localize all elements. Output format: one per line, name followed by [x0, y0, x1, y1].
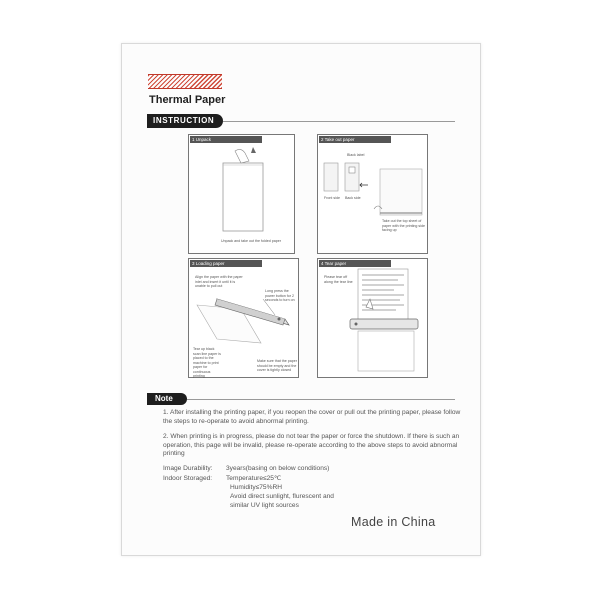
tear-paper-illustration: [318, 259, 427, 377]
storage-label: Indoor Storaged:: [163, 475, 213, 482]
storage-light-line1: Avoid direct sunlight, flurescent and: [230, 493, 334, 500]
step-text-c: Tear up black scan line paper is placed to the machine to print paper for continuous printing: [193, 347, 221, 378]
step-text-b: Long press the power button for 2 seconds to turn on: [265, 289, 295, 302]
made-in-label: Made in China: [351, 515, 436, 529]
panel-label: 2 Take out paper: [319, 136, 391, 143]
storage-humidity: Humidity≤75%RH: [230, 484, 282, 491]
panel-caption: Unpack and take out the folded paper: [221, 239, 281, 243]
divider: [187, 399, 455, 400]
storage-light-line2: similar UV light sources: [230, 502, 299, 509]
step-text-a: Align the paper with the paper inlet and insert it until it is unable to pull out: [195, 275, 243, 288]
thermal-paper-sheet: [121, 43, 481, 556]
panel-take-out-paper: [317, 134, 428, 254]
thermal-paper-stripe-logo: [148, 74, 222, 89]
front-side-text: Front side: [324, 196, 340, 200]
step-text-d: Make sure that the paper should be empty and the cover is tightly closed: [257, 359, 297, 372]
panel-label: 3 Loading paper: [190, 260, 262, 267]
instruction-label: INSTRUCTION: [147, 114, 223, 128]
note-item-2: 2. When printing is in progress, please do not tear the paper or force the shutdown. If there is such an operation, this page will be invalid, please re-operate according to the above steps to avoid abnormal printing: [163, 433, 460, 458]
take-out-paper-illustration: [318, 135, 427, 253]
divider: [223, 121, 455, 122]
panel-tear-paper: [317, 258, 428, 378]
panel-unpack: [188, 134, 295, 254]
storage-temperature: Temperature≤25℃: [226, 475, 282, 482]
panel-label: 1 Unpack: [190, 136, 262, 143]
black-label-text: Black label: [347, 153, 365, 157]
back-side-text: Back side: [345, 196, 361, 200]
panel-loading-paper: [188, 258, 299, 378]
note-label: Note: [147, 393, 187, 405]
panel-label: 4 Tear paper: [319, 260, 391, 267]
durability-label: Image Durability:: [163, 465, 213, 472]
panel-caption: Take out the top sheet of paper with the printing side facing up: [382, 219, 425, 232]
note-item-1: 1. After installing the printing paper, if you reopen the cover or pull out the printing paper, please follow the steps to re-operate to avoid abnormal printing.: [163, 409, 461, 425]
durability-value: 3years(basing on below conditions): [226, 465, 330, 472]
page-title: Thermal Paper: [149, 94, 226, 106]
tear-instruction: Please tear off along the tear line: [324, 275, 353, 284]
unpack-illustration: [189, 135, 294, 253]
